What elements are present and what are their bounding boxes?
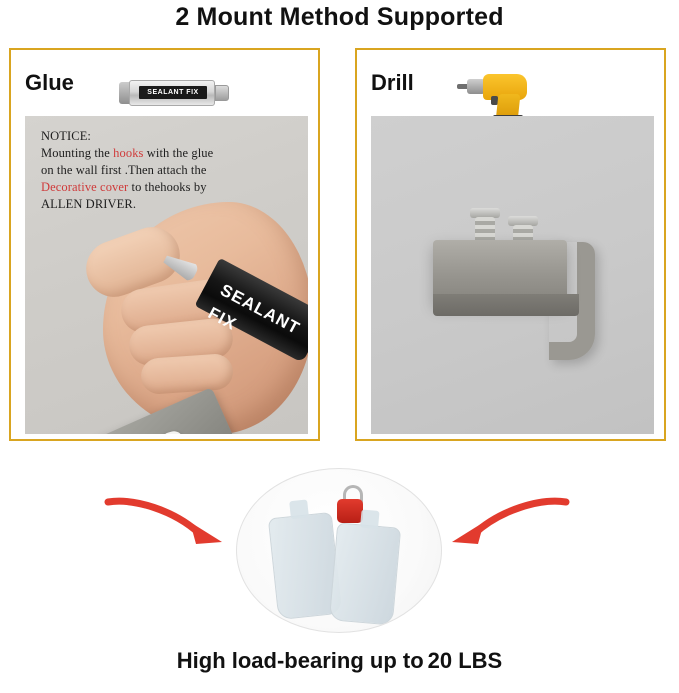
notice-line3-b: to thehooks by xyxy=(128,180,207,194)
notice-text xyxy=(41,128,296,213)
notice-line4: ALLEN DRIVER. xyxy=(41,197,137,211)
drill-method-photo xyxy=(371,116,654,434)
panel-drill-label: Drill xyxy=(371,70,414,95)
notice-line1-a: Mounting the xyxy=(41,146,114,160)
glue-tube-cap xyxy=(215,85,229,101)
notice-line1-b: with the glue xyxy=(143,146,214,160)
bottle-clip xyxy=(337,485,363,525)
glue-tube-photo-label: SEALANT FIX xyxy=(204,280,304,339)
bottle-neck xyxy=(360,509,380,529)
finger xyxy=(140,353,234,395)
panel-glue xyxy=(9,48,320,441)
notice-line2: on the wall first .Then attach the xyxy=(41,163,207,177)
water-bottle xyxy=(329,522,401,625)
clip-body xyxy=(337,499,363,523)
glue-bead xyxy=(159,429,191,434)
panel-glue-header xyxy=(11,56,318,114)
glue-tube-label: SEALANT FIX xyxy=(139,86,207,99)
notice-line3-highlight: Decorative cover xyxy=(41,180,129,194)
load-bearing-caption-text: High load-bearing up to xyxy=(176,648,424,673)
arrow-left-icon xyxy=(450,496,570,558)
page-title: 2 Mount Method Supported xyxy=(175,3,504,31)
hook-body-shadow xyxy=(433,294,579,316)
panel-glue-label: Glue xyxy=(25,70,74,95)
load-bearing-caption xyxy=(0,648,679,674)
panel-drill xyxy=(355,48,666,441)
bottle-neck xyxy=(289,499,309,519)
load-bearing-photo xyxy=(236,468,442,633)
load-bearing-value: 20 LBS xyxy=(427,648,503,673)
glue-tube-icon xyxy=(119,80,229,106)
notice-title: NOTICE: xyxy=(41,129,91,143)
power-drill-icon xyxy=(457,68,553,122)
panel-drill-header xyxy=(357,56,664,114)
glue-method-photo xyxy=(25,116,308,434)
notice-line1-highlight: hooks xyxy=(113,146,144,160)
arrow-right-icon xyxy=(104,496,224,558)
